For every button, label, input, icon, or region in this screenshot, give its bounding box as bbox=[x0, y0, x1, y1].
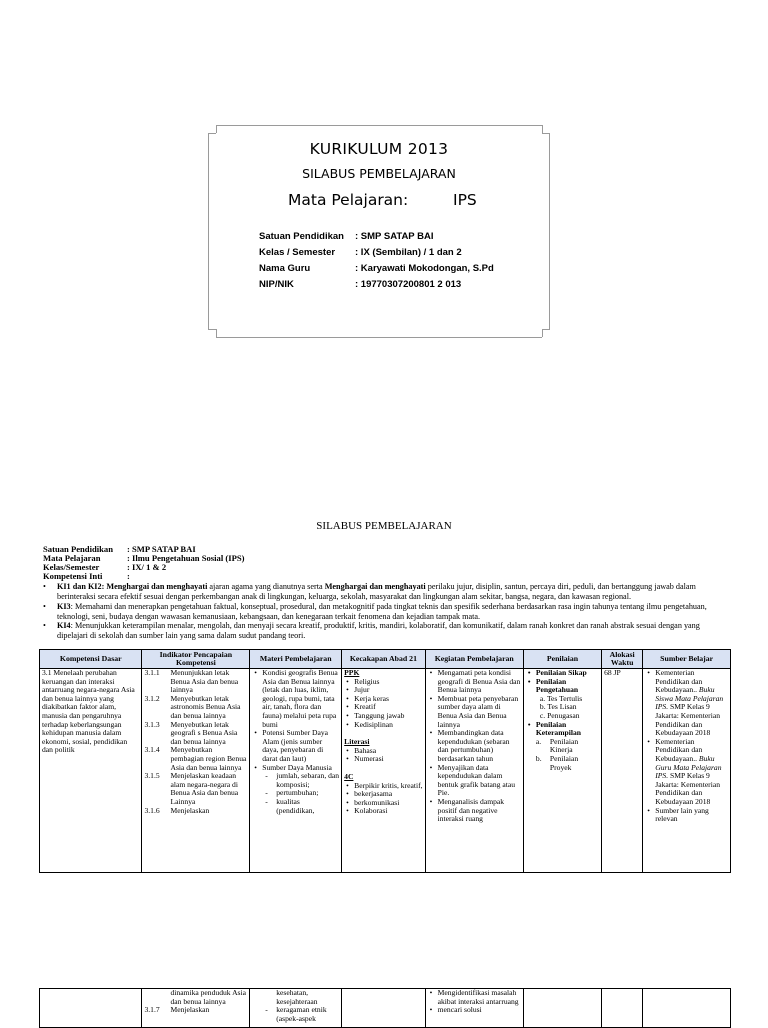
penilaian-subitem: a. Penilaian Kinerja bbox=[535, 736, 579, 755]
cover-info-label: NIP/NIK bbox=[259, 279, 294, 290]
table-header: Kegiatan Pembelajaran bbox=[425, 650, 523, 669]
syllabus-table-continued bbox=[39, 988, 731, 1028]
materi-cell bbox=[250, 989, 342, 1028]
ipk-cell bbox=[142, 669, 250, 873]
ppk-item: • Kerja keras bbox=[354, 695, 422, 704]
ipk-item: 3.1.3 Menyebutkan letak geografi s Benua Asia dan benua lainnya bbox=[144, 719, 238, 746]
table-header: Kecakapan Abad 21 bbox=[342, 650, 425, 669]
sumber-item: • Kementerian Pendidikan dan Kebudayaan.. Buku Guru Mata Pelajaran IPS. SMP Kelas 9 Jakarta: Kementerian Pendidikan dan Kebudayaan 2018 bbox=[655, 738, 728, 807]
section-title: SILABUS PEMBELAJARAN bbox=[316, 520, 452, 532]
ppk-item: • Tanggung jawab bbox=[354, 712, 422, 721]
cover-subject-value: IPS bbox=[453, 191, 477, 209]
ipk-item: 3.1.4 Menyebutkan pembagian region Benua Asia dan benua lainnya bbox=[144, 745, 247, 772]
materi-subitem: - kualitas (pendidikan, bbox=[276, 798, 339, 815]
ppk-item: • Kedisiplinan bbox=[354, 721, 422, 730]
materi-continued: kesehatan, kesejahteraan bbox=[276, 988, 318, 1006]
cover-info-value: : SMP SATAP BAI bbox=[355, 231, 434, 242]
kegiatan-item: • Mengidentifikasi masalah akibat interaksi antarruang bbox=[438, 989, 521, 1006]
4c-item: • Kolaborasi bbox=[354, 807, 422, 816]
ipk-item: 3.1.6 Menjelaskan bbox=[144, 805, 210, 815]
cover-box bbox=[208, 125, 550, 338]
kecakapan-cell bbox=[342, 669, 425, 873]
kegiatan-cell bbox=[425, 989, 523, 1028]
ipk-item: dinamika penduduk Asia dan benua lainnya bbox=[170, 988, 246, 1006]
ppk-item: • Kreatif bbox=[354, 703, 422, 712]
sumber-item: • Sumber lain yang relevan bbox=[655, 807, 728, 824]
literasi-item: • Bahasa bbox=[354, 747, 422, 756]
literasi-heading: Literasi bbox=[344, 737, 370, 747]
cover-subject-label: Mata Pelajaran: bbox=[288, 191, 409, 209]
cover-info-label: Kelas / Semester bbox=[259, 247, 336, 258]
ppk-item: • Jujur bbox=[354, 686, 422, 695]
ipk-item: 3.1.5 Menjelaskan keadaan alam negara-negara di Benua Asia dan benua Lainnya bbox=[144, 771, 239, 806]
kegiatan-cell bbox=[425, 669, 523, 873]
ipk-item: 3.1.2 Menyebutkan letak astronomis Benua Asia dan benua lainnya bbox=[144, 693, 241, 720]
sumber-cell bbox=[643, 669, 731, 873]
4c-item: • Berpikir kritis, kreatif, bbox=[354, 782, 422, 791]
penilaian-sikap: • Penilaian Sikap bbox=[536, 669, 599, 678]
sumber-cell bbox=[643, 989, 731, 1028]
table-header: Alokasi Waktu bbox=[602, 650, 643, 669]
ppk-heading: PPK bbox=[344, 668, 360, 677]
table-header: Kompetensi Dasar bbox=[40, 650, 142, 669]
materi-item: • Kondisi geografis Benua Asia dan Benua lainnya (letak dan luas, iklim, geologi, rupa bumi, tata air, tanah, flora dan fauna) melalui peta rupa bumi bbox=[262, 669, 339, 729]
4c-item: • bekerjasama bbox=[354, 790, 422, 799]
table-header: Penilaian bbox=[523, 650, 601, 669]
literasi-item: • Numerasi bbox=[354, 755, 422, 764]
alokasi-cell bbox=[602, 989, 643, 1028]
penilaian-subitem: c. Penugasan bbox=[539, 710, 580, 720]
cover-info-value: : IX (Sembilan) / 1 dan 2 bbox=[355, 247, 462, 258]
4c-heading: 4C bbox=[344, 771, 354, 781]
table-header: Indikator Pencapaian Kompetensi bbox=[142, 650, 250, 669]
penilaian-subitem: b. Penilaian Proyek bbox=[535, 753, 579, 772]
materi-subitem: - keragaman etnik (aspek-aspek bbox=[276, 1006, 339, 1023]
kegiatan-item: • Menyajikan data kependudukan dalam bentuk grafik batang atau Pie. bbox=[438, 764, 521, 798]
meta-row: Satuan Pendidikan : SMP SATAP BAI bbox=[43, 544, 196, 554]
cover-info-value: : Karyawati Mokodongan, S.Pd bbox=[355, 263, 494, 274]
materi-item: • Sumber Daya Manusia - jumlah, sebaran, dan komposisi; - pertumbuhan; - kualitas (pendidikan, bbox=[262, 764, 339, 816]
penilaian-subitem: b. Tes Lisan bbox=[539, 702, 577, 712]
kegiatan-item: • Membandingkan data kependudukan (sebaran dan pertumbuhan) berdasarkan tahun bbox=[438, 729, 521, 763]
penilaian-keterampilan: • Penilaian Keterampilan bbox=[536, 721, 599, 738]
cover-subtitle: SILABUS PEMBELAJARAN bbox=[302, 166, 456, 181]
ipk-item: 3.1.1 Menunjukkan letak Benua Asia dan benua lainnya bbox=[144, 668, 239, 695]
syllabus-table bbox=[39, 649, 731, 873]
kecakapan-cell bbox=[342, 989, 425, 1028]
penilaian-subitem: a. Tes Tertulis bbox=[539, 693, 583, 703]
ipk-item: 3.1.7 Menjelaskan bbox=[144, 1005, 210, 1015]
ipk-cell bbox=[142, 989, 250, 1028]
kd-cell: 3.1 Menelaah perubahan keruangan dan interaksi antarruang negara-negara Asia dan benua lainnya yang diakibatkan faktor alam, manusia dan pengaruhnya terhadap keberlangsungan kehidupan manusia dalam ekonomi, sosial, pendidikan dan politik bbox=[40, 669, 142, 873]
kegiatan-item: • Menganalisis dampak positif dan negative interaksi ruang bbox=[438, 798, 521, 824]
ki-item: • KI1 dan KI2: Menghargai dan menghayati ajaran agama yang dianutnya serta Menghargai dan menghayati perilaku jujur, disiplin, santun, percaya diri, peduli, dan bertanggung jawab dalam berinteraksi secara efektif sesuai dengan perkembangan anak di lingkungan, keluarga, sekolah, masyarakat dan lingkungan alam sekitar, bangsa, negara, dan kawasan regional. bbox=[43, 582, 696, 601]
4c-item: • berkomunikasi bbox=[354, 799, 422, 808]
table-header: Sumber Belajar bbox=[643, 650, 731, 669]
kegiatan-item: • Mengamati peta kondisi geografi di Benua Asia dan Benua lainnya bbox=[438, 669, 521, 695]
cover-title: KURIKULUM 2013 bbox=[309, 140, 449, 158]
kd-cell bbox=[40, 989, 142, 1028]
meta-row: Kompetensi Inti : bbox=[43, 571, 130, 581]
cover-info-label: Nama Guru bbox=[259, 263, 311, 274]
cover-info-label: Satuan Pendidikan bbox=[259, 231, 344, 242]
ki-item: • KI3: Memahami dan menerapkan pengetahuan faktual, konseptual, prosedural, dan metakognitif pada tingkat teknis dan spesifik sederhana berdasarkan rasa ingin tahunya tentang ilmu pengetahuan, teknologi, seni, budaya dengan wawasan kemanusiaan, kebangsaan, dan kenegaraan terkait fenomena dan kejadian tampak mata. bbox=[43, 602, 707, 621]
kegiatan-item: • Membuat peta penyebaran sumber daya alam di Benua Asia dan Benua lainnya bbox=[438, 695, 521, 729]
materi-cell bbox=[250, 669, 342, 873]
penilaian-pengetahuan: • Penilaian Pengetahuan bbox=[536, 678, 599, 695]
meta-row: Kelas/Semester : IX/ 1 & 2 bbox=[43, 562, 167, 572]
materi-subitem: - jumlah, sebaran, dan komposisi; bbox=[276, 772, 339, 789]
ki-item: • KI4: Menunjukkan keterampilan menalar, mengolah, dan menyaji secara kreatif, produktif, kritis, mandiri, kolaboratif, dan komunikatif, dalam ranah konkret dan ranah abstrak sesuai dengan yang dipelajari di sekolah dan sumber lain yang sama dalam sudut pandang teori. bbox=[43, 621, 700, 640]
alokasi-cell: 68 JP bbox=[602, 669, 643, 873]
penilaian-cell bbox=[523, 669, 601, 873]
penilaian-cell bbox=[523, 989, 601, 1028]
ppk-item: • Religius bbox=[354, 678, 422, 687]
materi-subitem: - pertumbuhan; bbox=[276, 789, 339, 798]
cover-info-value: : 19770307200801 2 013 bbox=[355, 279, 462, 290]
sumber-item: • Kementerian Pendidikan dan Kebudayaan.. Buku Siswa Mata Pelajaran IPS. SMP Kelas 9 Jakarta: Kementerian Pendidikan dan Kebudayaan 2018 bbox=[655, 669, 728, 738]
meta-row: Mata Pelajaran : Ilmu Pengetahuan Sosial (IPS) bbox=[43, 553, 245, 563]
table-header: Materi Pembelajaran bbox=[250, 650, 342, 669]
kegiatan-item: • mencari solusi bbox=[438, 1006, 521, 1015]
materi-item: • Potensi Sumber Daya Alam (jenis sumber daya, penyebaran di darat dan laut) bbox=[262, 729, 339, 763]
